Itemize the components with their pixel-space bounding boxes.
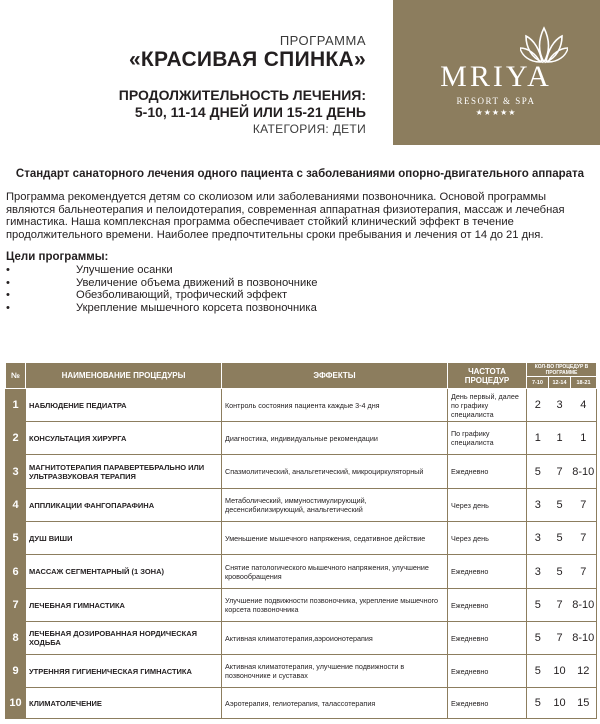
row-number: 6 (6, 555, 26, 589)
procedure-name: ЛЕЧЕБНАЯ ДОЗИРОВАННАЯ НОРДИЧЕСКАЯ ХОДЬБА (26, 622, 222, 655)
goal-item (6, 264, 317, 277)
procedure-frequency: По графику специалиста (448, 422, 527, 455)
logo-subtitle: RESORT & SPA (456, 96, 536, 106)
header-count-18-21: 18-21 (571, 377, 597, 389)
procedure-frequency: День первый, далее по графику специалиста (448, 389, 527, 422)
table-row (6, 622, 597, 655)
procedure-name: ЛЕЧЕБНАЯ ГИМНАСТИКА (26, 589, 222, 622)
table-row (6, 422, 597, 455)
goal-text: Увеличение объема движений в позвоночнике (76, 276, 318, 289)
procedure-effect: Улучшение подвижности позвоночника, укрепление мышечного корсета позвоночника (222, 589, 448, 622)
header-name: НАИМЕНОВАНИЕ ПРОЦЕДУРЫ (26, 363, 222, 389)
bullet: • (6, 289, 10, 302)
procedure-name: ДУШ ВИШИ (26, 522, 222, 555)
count-7-10: 5 (527, 622, 549, 655)
row-number: 8 (6, 622, 26, 655)
procedure-frequency: Ежедневно (448, 655, 527, 688)
category-label: КАТЕГОРИЯ: ДЕТИ (252, 122, 366, 136)
count-18-21: 1 (571, 422, 597, 455)
procedure-frequency: Через день (448, 522, 527, 555)
procedure-effect: Метаболический, иммуностимулирующий, десенсибилизирующий, анальгетический (222, 489, 448, 522)
header-num: № (6, 363, 26, 389)
procedure-name: КОНСУЛЬТАЦИЯ ХИРУРГА (26, 422, 222, 455)
count-18-21: 8-10 (571, 589, 597, 622)
goal-item (6, 289, 317, 302)
count-7-10: 2 (527, 389, 549, 422)
procedure-effect: Аэротерапия, гелиотерапия, талассотерапия (222, 688, 448, 719)
procedures-table (5, 362, 597, 719)
count-18-21: 4 (571, 389, 597, 422)
count-18-21: 12 (571, 655, 597, 688)
count-12-14: 10 (549, 655, 571, 688)
table-row (6, 455, 597, 489)
count-12-14: 5 (549, 522, 571, 555)
procedure-name: УТРЕННЯЯ ГИГИЕНИЧЕСКАЯ ГИМНАСТИКА (26, 655, 222, 688)
count-18-21: 7 (571, 489, 597, 522)
count-7-10: 5 (527, 455, 549, 489)
procedure-name: МАССАЖ СЕГМЕНТАРНЫЙ (1 ЗОНА) (26, 555, 222, 589)
table-row (6, 489, 597, 522)
row-number: 1 (6, 389, 26, 422)
procedure-frequency: Ежедневно (448, 589, 527, 622)
count-18-21: 7 (571, 522, 597, 555)
standard-heading: Стандарт санаторного лечения одного пациента с заболеваниями опорно-двигательного аппарата (15, 168, 585, 180)
count-12-14: 7 (549, 589, 571, 622)
header-frequency: ЧАСТОТА ПРОЦЕДУР (448, 363, 527, 389)
row-number: 9 (6, 655, 26, 688)
count-7-10: 3 (527, 522, 549, 555)
header-count-7-10: 7-10 (527, 377, 549, 389)
goals-heading: Цели программы: (6, 251, 109, 263)
count-12-14: 10 (549, 688, 571, 719)
goal-text: Укрепление мышечного корсета позвоночника (76, 301, 317, 314)
goals-list (6, 264, 317, 314)
count-18-21: 8-10 (571, 455, 597, 489)
table-row (6, 688, 597, 719)
header-count-12-14: 12-14 (549, 377, 571, 389)
table-row (6, 389, 597, 422)
row-number: 7 (6, 589, 26, 622)
count-18-21: 7 (571, 555, 597, 589)
count-18-21: 8-10 (571, 622, 597, 655)
procedure-frequency: Ежедневно (448, 622, 527, 655)
count-12-14: 7 (549, 622, 571, 655)
count-7-10: 5 (527, 688, 549, 719)
logo-stars: ★★★★★ (475, 108, 517, 117)
procedure-name: АППЛИКАЦИИ ФАНГОПАРАФИНА (26, 489, 222, 522)
row-number: 2 (6, 422, 26, 455)
row-number: 5 (6, 522, 26, 555)
procedure-effect: Активная климатотерапия, улучшение подвижности в позвоночнике и суставах (222, 655, 448, 688)
procedure-frequency: Ежедневно (448, 688, 527, 719)
goal-text: Улучшение осанки (76, 264, 173, 276)
row-number: 3 (6, 455, 26, 489)
goal-item (6, 302, 317, 315)
procedure-frequency: Через день (448, 489, 527, 522)
goal-text: Обезболивающий, трофический эффект (76, 289, 288, 302)
bullet: • (6, 276, 10, 289)
table-row (6, 589, 597, 622)
procedure-effect: Снятие патологического мышечного напряжения, улучшение кровообращения (222, 555, 448, 589)
procedure-name: МАГНИТОТЕРАПИЯ ПАРАВЕРТЕБРАЛЬНО ИЛИ УЛЬТРАЗВУКОВАЯ ТЕРАПИЯ (26, 455, 222, 489)
logo-wordmark: MRIYA (440, 60, 552, 93)
header-count: КОЛ-ВО ПРОЦЕДУР В ПРОГРАММЕ (527, 363, 597, 377)
procedure-frequency: Ежедневно (448, 455, 527, 489)
procedure-name: НАБЛЮДЕНИЕ ПЕДИАТРА (26, 389, 222, 422)
procedure-effect: Уменьшение мышечного напряжения, седативное действие (222, 522, 448, 555)
table-row (6, 522, 597, 555)
procedure-effect: Диагностика, индивидуальные рекомендации (222, 422, 448, 455)
procedure-effect: Спазмолитический, анальгетический, микроциркуляторный (222, 455, 448, 489)
count-7-10: 3 (527, 555, 549, 589)
program-title: «КРАСИВАЯ СПИНКА» (128, 48, 366, 71)
bullet: • (6, 264, 10, 276)
program-description: Программа рекомендуется детям со сколиозом или заболеваниями позвоночника. Основой программы являются бальнеотерапия и пелоидотерапия, современная аппаратная физиотерапия, массаж и лечебная гимнастика. Наша комплексная программа обеспечивает стойкий клинический эффект в течение продолжительного времени. Наиболее предпочтительны сроки пребывания и лечения от 14 до 21 дня. (6, 191, 565, 241)
procedure-effect: Активная климатотерапия,аэроионотерапия (222, 622, 448, 655)
procedure-effect: Контроль состояния пациента каждые 3-4 дня (222, 389, 448, 422)
count-12-14: 3 (549, 389, 571, 422)
table-row (6, 655, 597, 688)
table-row (6, 555, 597, 589)
count-7-10: 5 (527, 655, 549, 688)
count-12-14: 1 (549, 422, 571, 455)
count-12-14: 5 (549, 555, 571, 589)
row-number: 10 (6, 688, 26, 719)
lotus-logo-icon (520, 26, 568, 64)
goal-item (6, 277, 317, 290)
count-7-10: 1 (527, 422, 549, 455)
count-7-10: 5 (527, 589, 549, 622)
count-7-10: 3 (527, 489, 549, 522)
header-effects: ЭФФЕКТЫ (222, 363, 448, 389)
row-number: 4 (6, 489, 26, 522)
program-label: ПРОГРАММА (279, 33, 366, 48)
count-18-21: 15 (571, 688, 597, 719)
duration-line-2: 5-10, 11-14 ДНЕЙ ИЛИ 15-21 ДЕНЬ (134, 104, 366, 120)
bullet: • (6, 301, 10, 314)
procedure-frequency: Ежедневно (448, 555, 527, 589)
count-12-14: 7 (549, 455, 571, 489)
procedure-name: КЛИМАТОЛЕЧЕНИЕ (26, 688, 222, 719)
duration-line-1: ПРОДОЛЖИТЕЛЬНОСТЬ ЛЕЧЕНИЯ: (118, 87, 366, 103)
count-12-14: 5 (549, 489, 571, 522)
